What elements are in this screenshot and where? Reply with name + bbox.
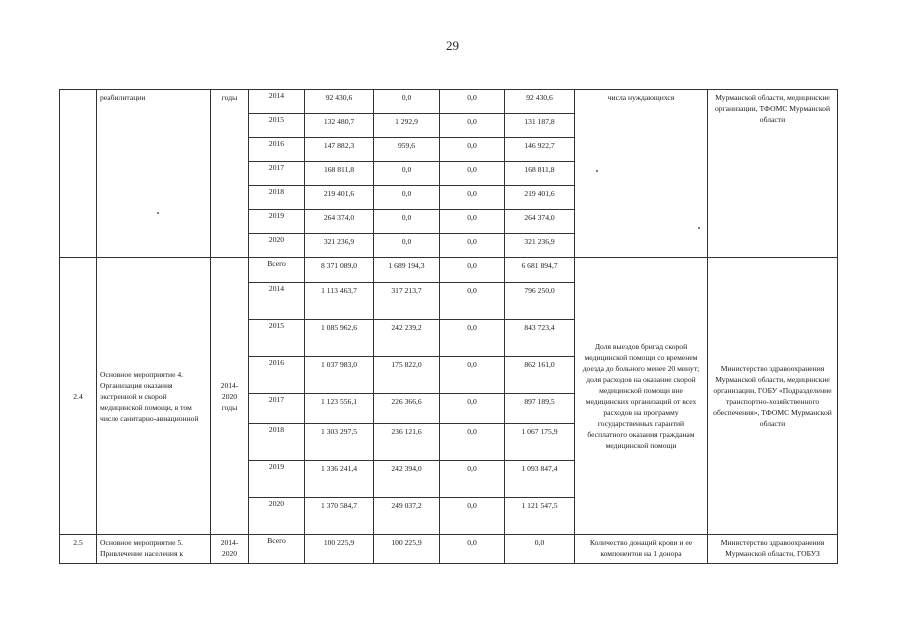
table-row [60,258,838,283]
federal-budget-cell: 317 213,7 [374,283,440,320]
period-cell: 2014-2020 [211,535,249,564]
federal-budget-cell: 0,0 [374,210,440,234]
regional-budget-cell: 0,0 [440,535,505,564]
year-cell: 2015 [249,114,305,138]
executor-cell: Министерство здравоохранения Мурманской области, медицинские организации, ГОБУ «Подразделение транспортно-хозяйственного обеспечения», ТФОМС Мурманской области [708,258,838,535]
regional-budget-cell: 0,0 [440,162,505,186]
federal-budget-cell: 0,0 [374,162,440,186]
extrabudget-cell: 1 067 175,9 [505,424,575,461]
extrabudget-cell: 6 681 894,7 [505,258,575,283]
row-number-cell: 2.4 [60,258,97,535]
indicator-cell: Доля выездов бригад скорой медицинской помощи со временем доезда до больного менее 20 минут; доля расходов на оказание скорой медицинской помощи вне медицинских организаций от всех расходов на программу государственных гарантий бесплатного оказания гражданам медицинской помощи [575,258,708,535]
total-cell: 1 113 463,7 [305,283,374,320]
regional-budget-cell: 0,0 [440,210,505,234]
year-cell: 2019 [249,210,305,234]
regional-budget-cell: 0,0 [440,424,505,461]
extrabudget-cell: 1 093 847,4 [505,461,575,498]
total-cell: 219 401,6 [305,186,374,210]
total-cell: 1 370 584,7 [305,498,374,535]
total-cell: 8 371 089,0 [305,258,374,283]
extrabudget-cell: 843 723,4 [505,320,575,357]
federal-budget-cell: 175 822,0 [374,357,440,394]
year-cell: 2014 [249,90,305,114]
extrabudget-cell: 1 121 547,5 [505,498,575,535]
year-cell: 2020 [249,234,305,258]
regional-budget-cell: 0,0 [440,394,505,424]
federal-budget-cell: 242 394,0 [374,461,440,498]
indicator-cell: числа нуждающихся [575,90,708,258]
federal-budget-cell: 959,6 [374,138,440,162]
year-cell: Всего [249,535,305,564]
total-cell: 321 236,9 [305,234,374,258]
federal-budget-cell: 100 225,9 [374,535,440,564]
extrabudget-cell: 146 922,7 [505,138,575,162]
speck-mark [596,170,598,172]
regional-budget-cell: 0,0 [440,90,505,114]
table-row [60,535,838,564]
extrabudget-cell: 219 401,6 [505,186,575,210]
extrabudget-cell: 92 430,6 [505,90,575,114]
total-cell: 147 882,3 [305,138,374,162]
extrabudget-cell: 168 811,8 [505,162,575,186]
federal-budget-cell: 1 292,9 [374,114,440,138]
regional-budget-cell: 0,0 [440,283,505,320]
indicator-cell: Количество донаций крови и ее компонентов на 1 донора [575,535,708,564]
regional-budget-cell: 0,0 [440,320,505,357]
table-body [60,90,838,564]
extrabudget-cell: 862 161,0 [505,357,575,394]
regional-budget-cell: 0,0 [440,114,505,138]
year-cell: 2019 [249,461,305,498]
total-cell: 1 336 241,4 [305,461,374,498]
total-cell: 264 374,0 [305,210,374,234]
year-cell: Всего [249,258,305,283]
year-cell: 2018 [249,424,305,461]
year-cell: 2017 [249,394,305,424]
extrabudget-cell: 796 250,0 [505,283,575,320]
federal-budget-cell: 236 121,6 [374,424,440,461]
federal-budget-cell: 226 366,6 [374,394,440,424]
regional-budget-cell: 0,0 [440,138,505,162]
year-cell: 2016 [249,138,305,162]
total-cell: 92 430,6 [305,90,374,114]
year-cell: 2020 [249,498,305,535]
federal-budget-cell: 0,0 [374,234,440,258]
federal-budget-cell: 0,0 [374,186,440,210]
row-number-cell [60,90,97,258]
year-cell: 2016 [249,357,305,394]
activity-name-cell: Основное мероприятие 4. Организация оказания экстренной и скорой медицинской помощи, в том числе санитарно-авиационной [97,258,211,535]
regional-budget-cell: 0,0 [440,186,505,210]
activity-name-cell: реабилитации [97,90,211,258]
year-cell: 2018 [249,186,305,210]
total-cell: 132 480,7 [305,114,374,138]
speck-mark [157,212,159,214]
year-cell: 2017 [249,162,305,186]
year-cell: 2014 [249,283,305,320]
regional-budget-cell: 0,0 [440,498,505,535]
regional-budget-cell: 0,0 [440,258,505,283]
federal-budget-cell: 0,0 [374,90,440,114]
executor-cell: Министерство здравоохранения Мурманской области, ГОБУЗ [708,535,838,564]
federal-budget-cell: 1 689 194,3 [374,258,440,283]
executor-cell: Мурманской области, медицинские организации, ТФОМС Мурманской области [708,90,838,258]
page-number: 29 [446,38,459,53]
federal-budget-cell: 249 037,2 [374,498,440,535]
federal-budget-cell: 242 239,2 [374,320,440,357]
total-cell: 1 303 297,5 [305,424,374,461]
budget-table [59,89,838,564]
period-cell: 2014-2020 годы [211,258,249,535]
year-cell: 2015 [249,320,305,357]
speck-mark [698,227,700,229]
regional-budget-cell: 0,0 [440,234,505,258]
period-cell: годы [211,90,249,258]
extrabudget-cell: 321 236,9 [505,234,575,258]
total-cell: 168 811,8 [305,162,374,186]
total-cell: 1 085 962,6 [305,320,374,357]
extrabudget-cell: 897 189,5 [505,394,575,424]
extrabudget-cell: 131 187,8 [505,114,575,138]
row-number-cell: 2.5 [60,535,97,564]
total-cell: 1 123 556,1 [305,394,374,424]
total-cell: 1 037 983,0 [305,357,374,394]
table-row [60,90,838,114]
activity-name-cell: Основное мероприятие 5. Привлечение населения к [97,535,211,564]
regional-budget-cell: 0,0 [440,461,505,498]
extrabudget-cell: 264 374,0 [505,210,575,234]
regional-budget-cell: 0,0 [440,357,505,394]
extrabudget-cell: 0,0 [505,535,575,564]
total-cell: 100 225,9 [305,535,374,564]
